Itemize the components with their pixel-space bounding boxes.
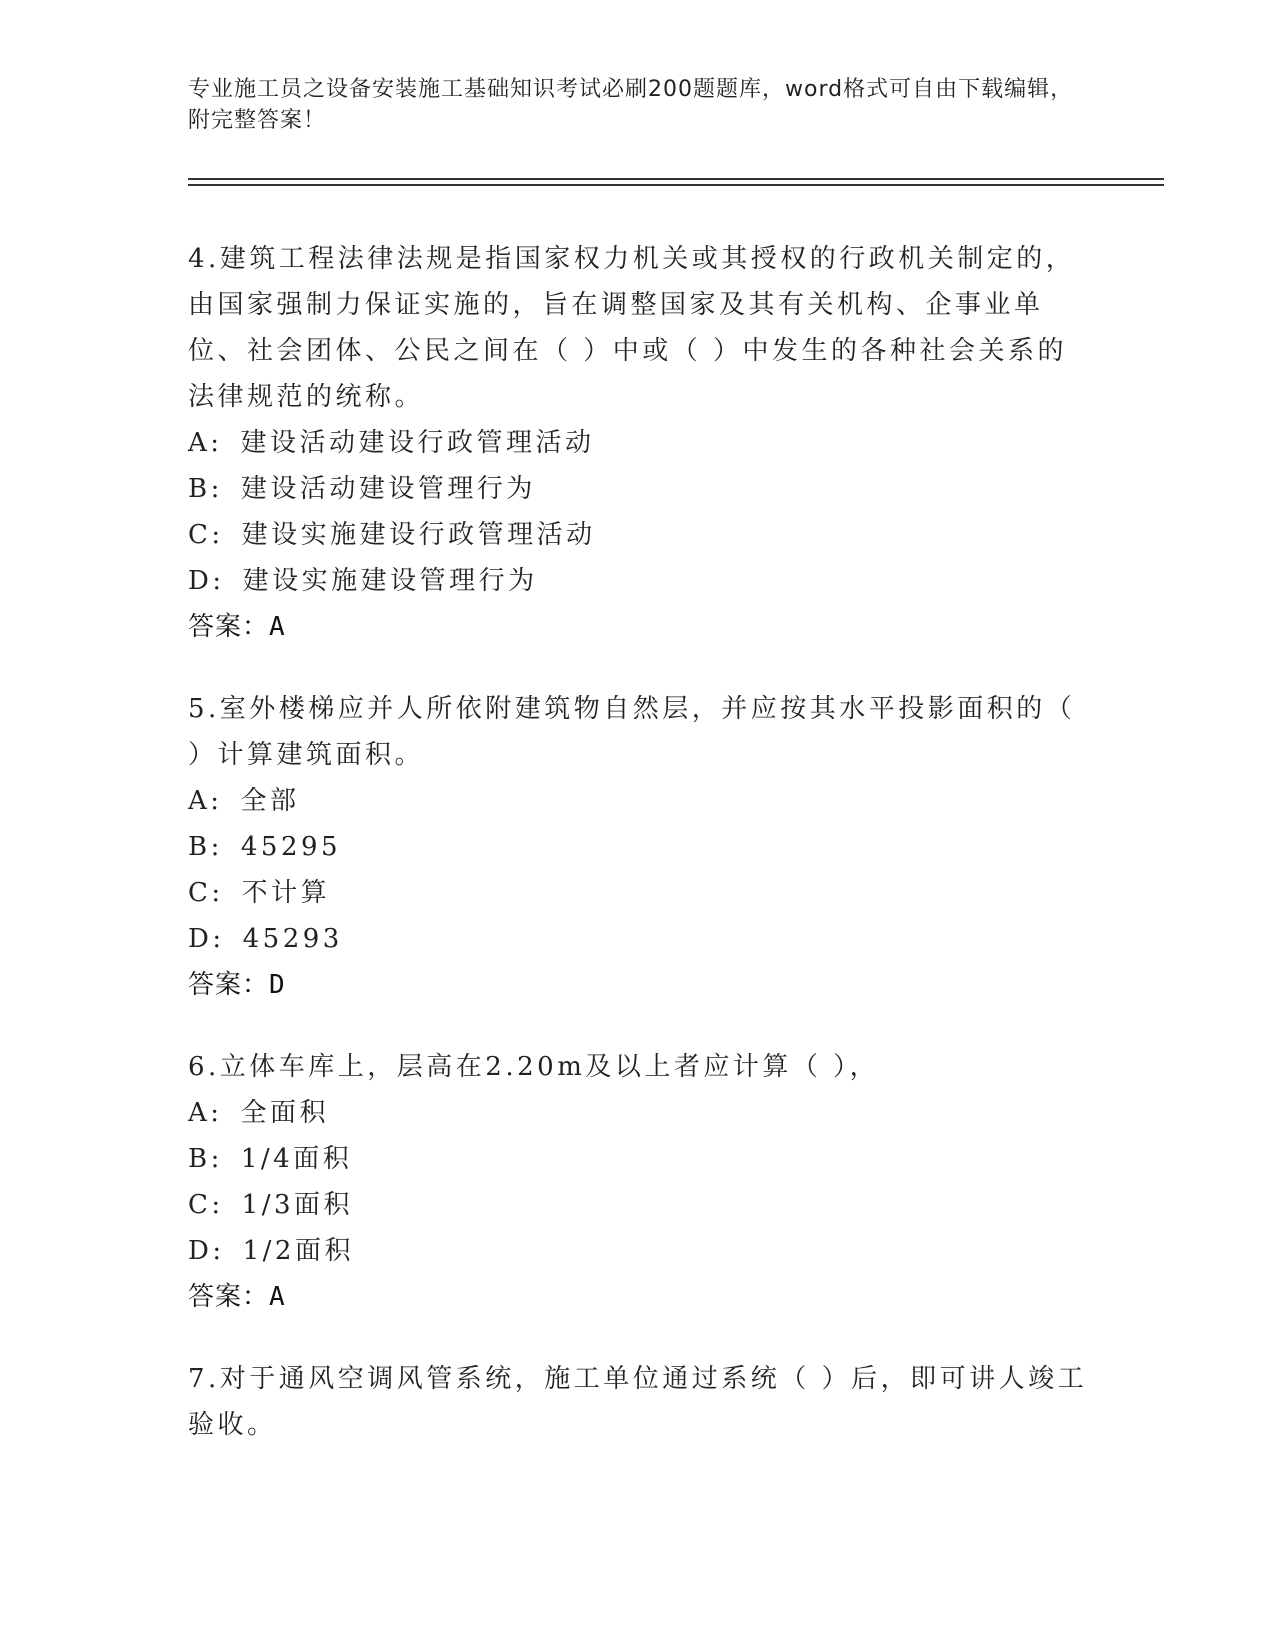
option-text: 1/2面积 — [242, 1236, 354, 1266]
question-7 — [188, 1356, 1088, 1448]
question-4 — [188, 236, 1088, 650]
question-text: 5.室外楼梯应并人所依附建筑物自然层，并应按其水平投影面积的（ ）计算建筑面积。 — [188, 694, 1076, 770]
option-letter: A: — [188, 1098, 223, 1128]
option-text: 1/3面积 — [241, 1190, 354, 1220]
question-6 — [188, 1044, 1088, 1320]
option-a — [188, 420, 1088, 466]
header-divider-bottom — [188, 184, 1164, 186]
option-text: 建设活动建设管理行为 — [240, 474, 536, 504]
answer-line — [188, 962, 1088, 1008]
option-letter: C: — [188, 1190, 224, 1220]
option-letter: C: — [188, 520, 224, 550]
option-c — [188, 1182, 1088, 1228]
option-text: 建设活动建设行政管理活动 — [240, 428, 595, 458]
question-list — [188, 236, 1088, 1484]
question-5 — [188, 686, 1088, 1008]
answer-value: A — [269, 1282, 286, 1312]
option-letter: D: — [188, 924, 225, 954]
option-text: 45293 — [242, 924, 343, 954]
option-letter: B: — [188, 1144, 223, 1174]
option-text: 不计算 — [241, 878, 331, 908]
option-text: 建设实施建设行政管理活动 — [241, 520, 596, 550]
option-letter: D: — [188, 1236, 225, 1266]
option-d — [188, 1228, 1088, 1274]
option-letter: B: — [188, 832, 223, 862]
option-letter: A: — [188, 786, 223, 816]
answer-label: 答案： — [188, 970, 270, 1000]
answer-value: A — [269, 612, 286, 642]
option-text: 建设实施建设管理行为 — [242, 566, 538, 596]
question-text: 4.建筑工程法律法规是指国家权力机关或其授权的行政机关制定的，由国家强制力保证实施的，旨在调整国家及其有关机构、企事业单位、社会团体、公民之间在（ ）中或（ ）中发生的各种社会关系的法律规范的统称。 — [188, 244, 1076, 412]
answer-label: 答案： — [188, 612, 270, 642]
option-d — [188, 916, 1088, 962]
option-d — [188, 558, 1088, 604]
option-a — [188, 1090, 1088, 1136]
document-header: 专业施工员之设备安装施工基础知识考试必刷200题题库，word格式可自由下载编辑，附完整答案！ — [188, 77, 1074, 133]
option-text: 全部 — [240, 786, 300, 816]
option-letter: B: — [188, 474, 223, 504]
option-b — [188, 824, 1088, 870]
option-c — [188, 870, 1088, 916]
answer-label: 答案： — [188, 1282, 270, 1312]
answer-line — [188, 604, 1088, 650]
option-text: 全面积 — [240, 1098, 330, 1128]
option-text: 1/4面积 — [240, 1144, 353, 1174]
answer-value: D — [269, 970, 286, 1000]
question-text: 6.立体车库上，层高在2.20m及以上者应计算（ ）， — [188, 1052, 880, 1082]
option-letter: D: — [188, 566, 225, 596]
option-c — [188, 512, 1088, 558]
option-b — [188, 466, 1088, 512]
option-b — [188, 1136, 1088, 1182]
option-letter: C: — [188, 878, 224, 908]
option-text: 45295 — [240, 832, 342, 862]
answer-line — [188, 1274, 1088, 1320]
header-divider-top — [188, 178, 1164, 180]
option-a — [188, 778, 1088, 824]
question-text: 7.对于通风空调风管系统，施工单位通过系统（ ）后，即可讲人竣工验收。 — [188, 1364, 1088, 1440]
option-letter: A: — [188, 428, 223, 458]
